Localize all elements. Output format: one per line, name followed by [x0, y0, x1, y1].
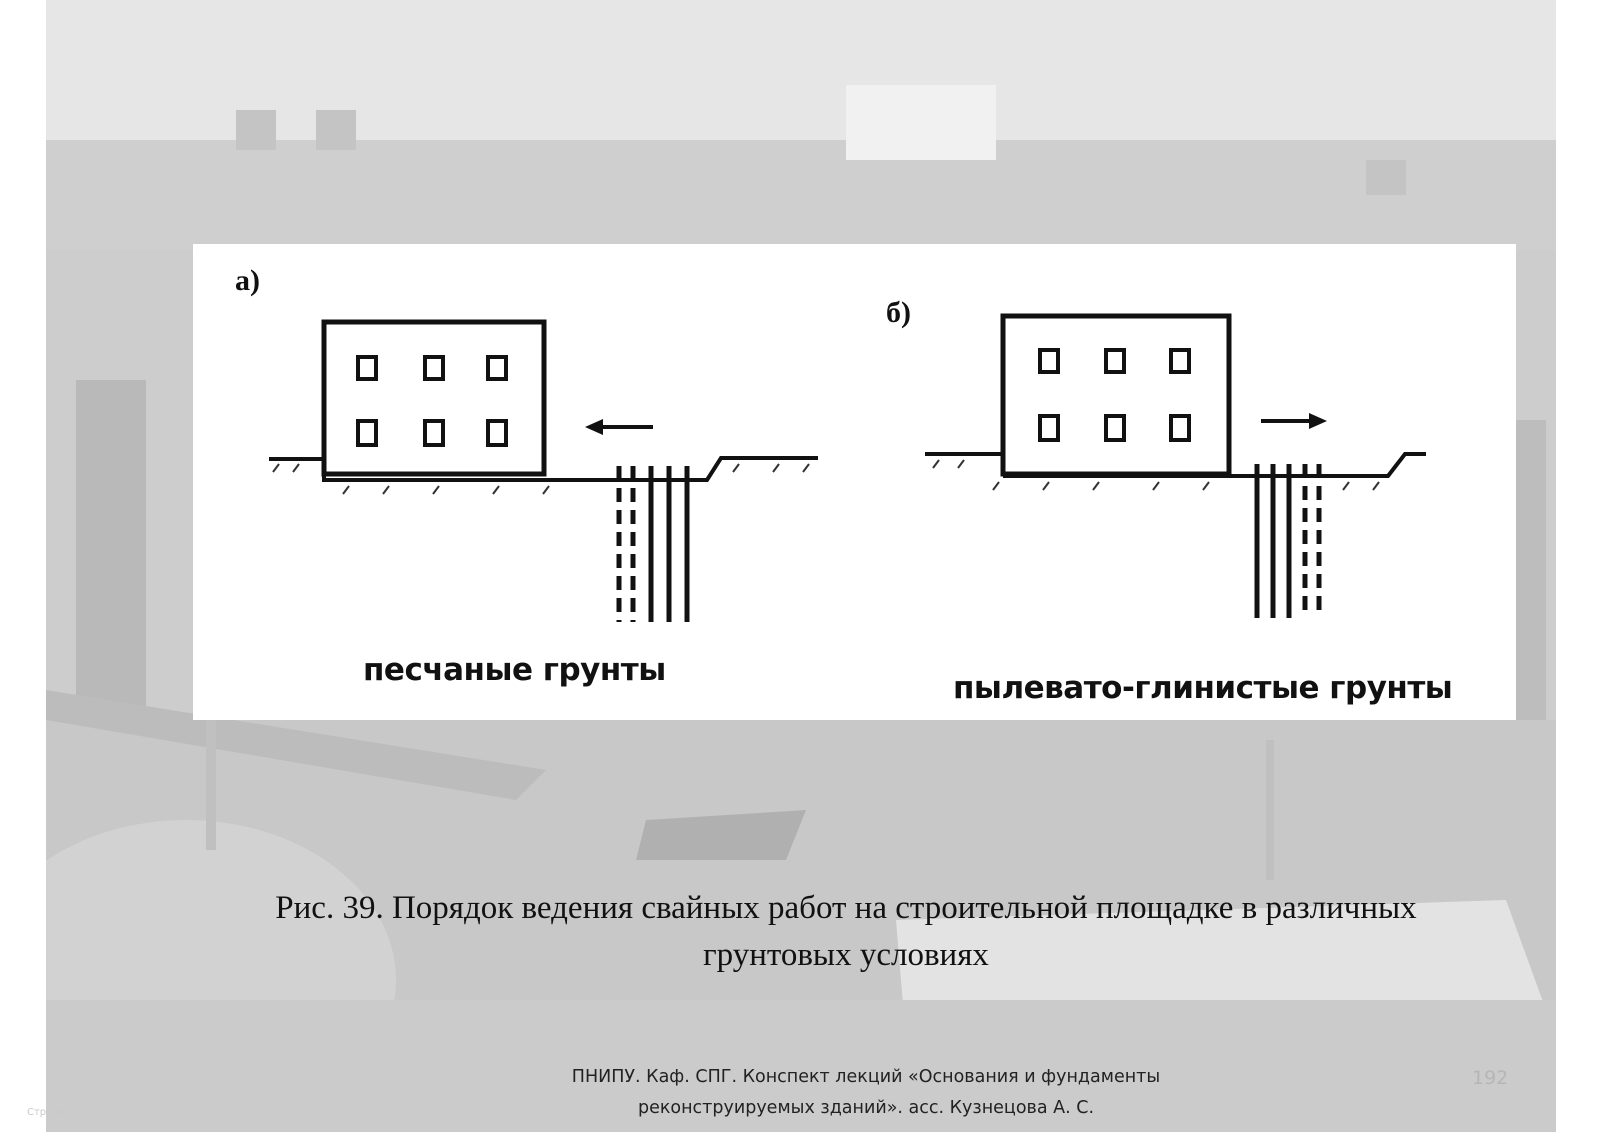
footer-line-2: реконструируемых зданий». асс. Кузнецова А. С. [637, 1098, 1095, 1118]
footer-citation [466, 1062, 1266, 1124]
caption-line-2: грунтовых условиях [703, 937, 989, 973]
piles-left [619, 466, 687, 622]
piles-right [1257, 464, 1319, 618]
arrow-left-icon [585, 419, 653, 435]
figure-caption [146, 885, 1546, 979]
arrow-right-icon [1261, 413, 1327, 429]
label-a: а) [235, 264, 260, 297]
page-stamp: Стр. 192 [27, 1107, 72, 1118]
page-number: 192 [1472, 1067, 1509, 1089]
slide [46, 0, 1556, 1132]
label-b: б) [886, 296, 911, 329]
building-left [324, 322, 544, 474]
building-right [1003, 316, 1229, 474]
building-right-windows [1040, 350, 1189, 440]
footer-line-1: ПНИПУ. Каф. СПГ. Конспект лекций «Основания и фундаменты [571, 1067, 1161, 1087]
figure-panel [193, 244, 1516, 720]
soil-label-clay: пылевато-глинистые грунты [953, 670, 1453, 706]
caption-line-1: Рис. 39. Порядок ведения свайных работ на строительной площадке в различных [275, 890, 1417, 926]
soil-label-sand: песчаные грунты [363, 652, 666, 688]
building-left-windows [358, 357, 506, 445]
pile-driving-diagram [193, 244, 1516, 720]
